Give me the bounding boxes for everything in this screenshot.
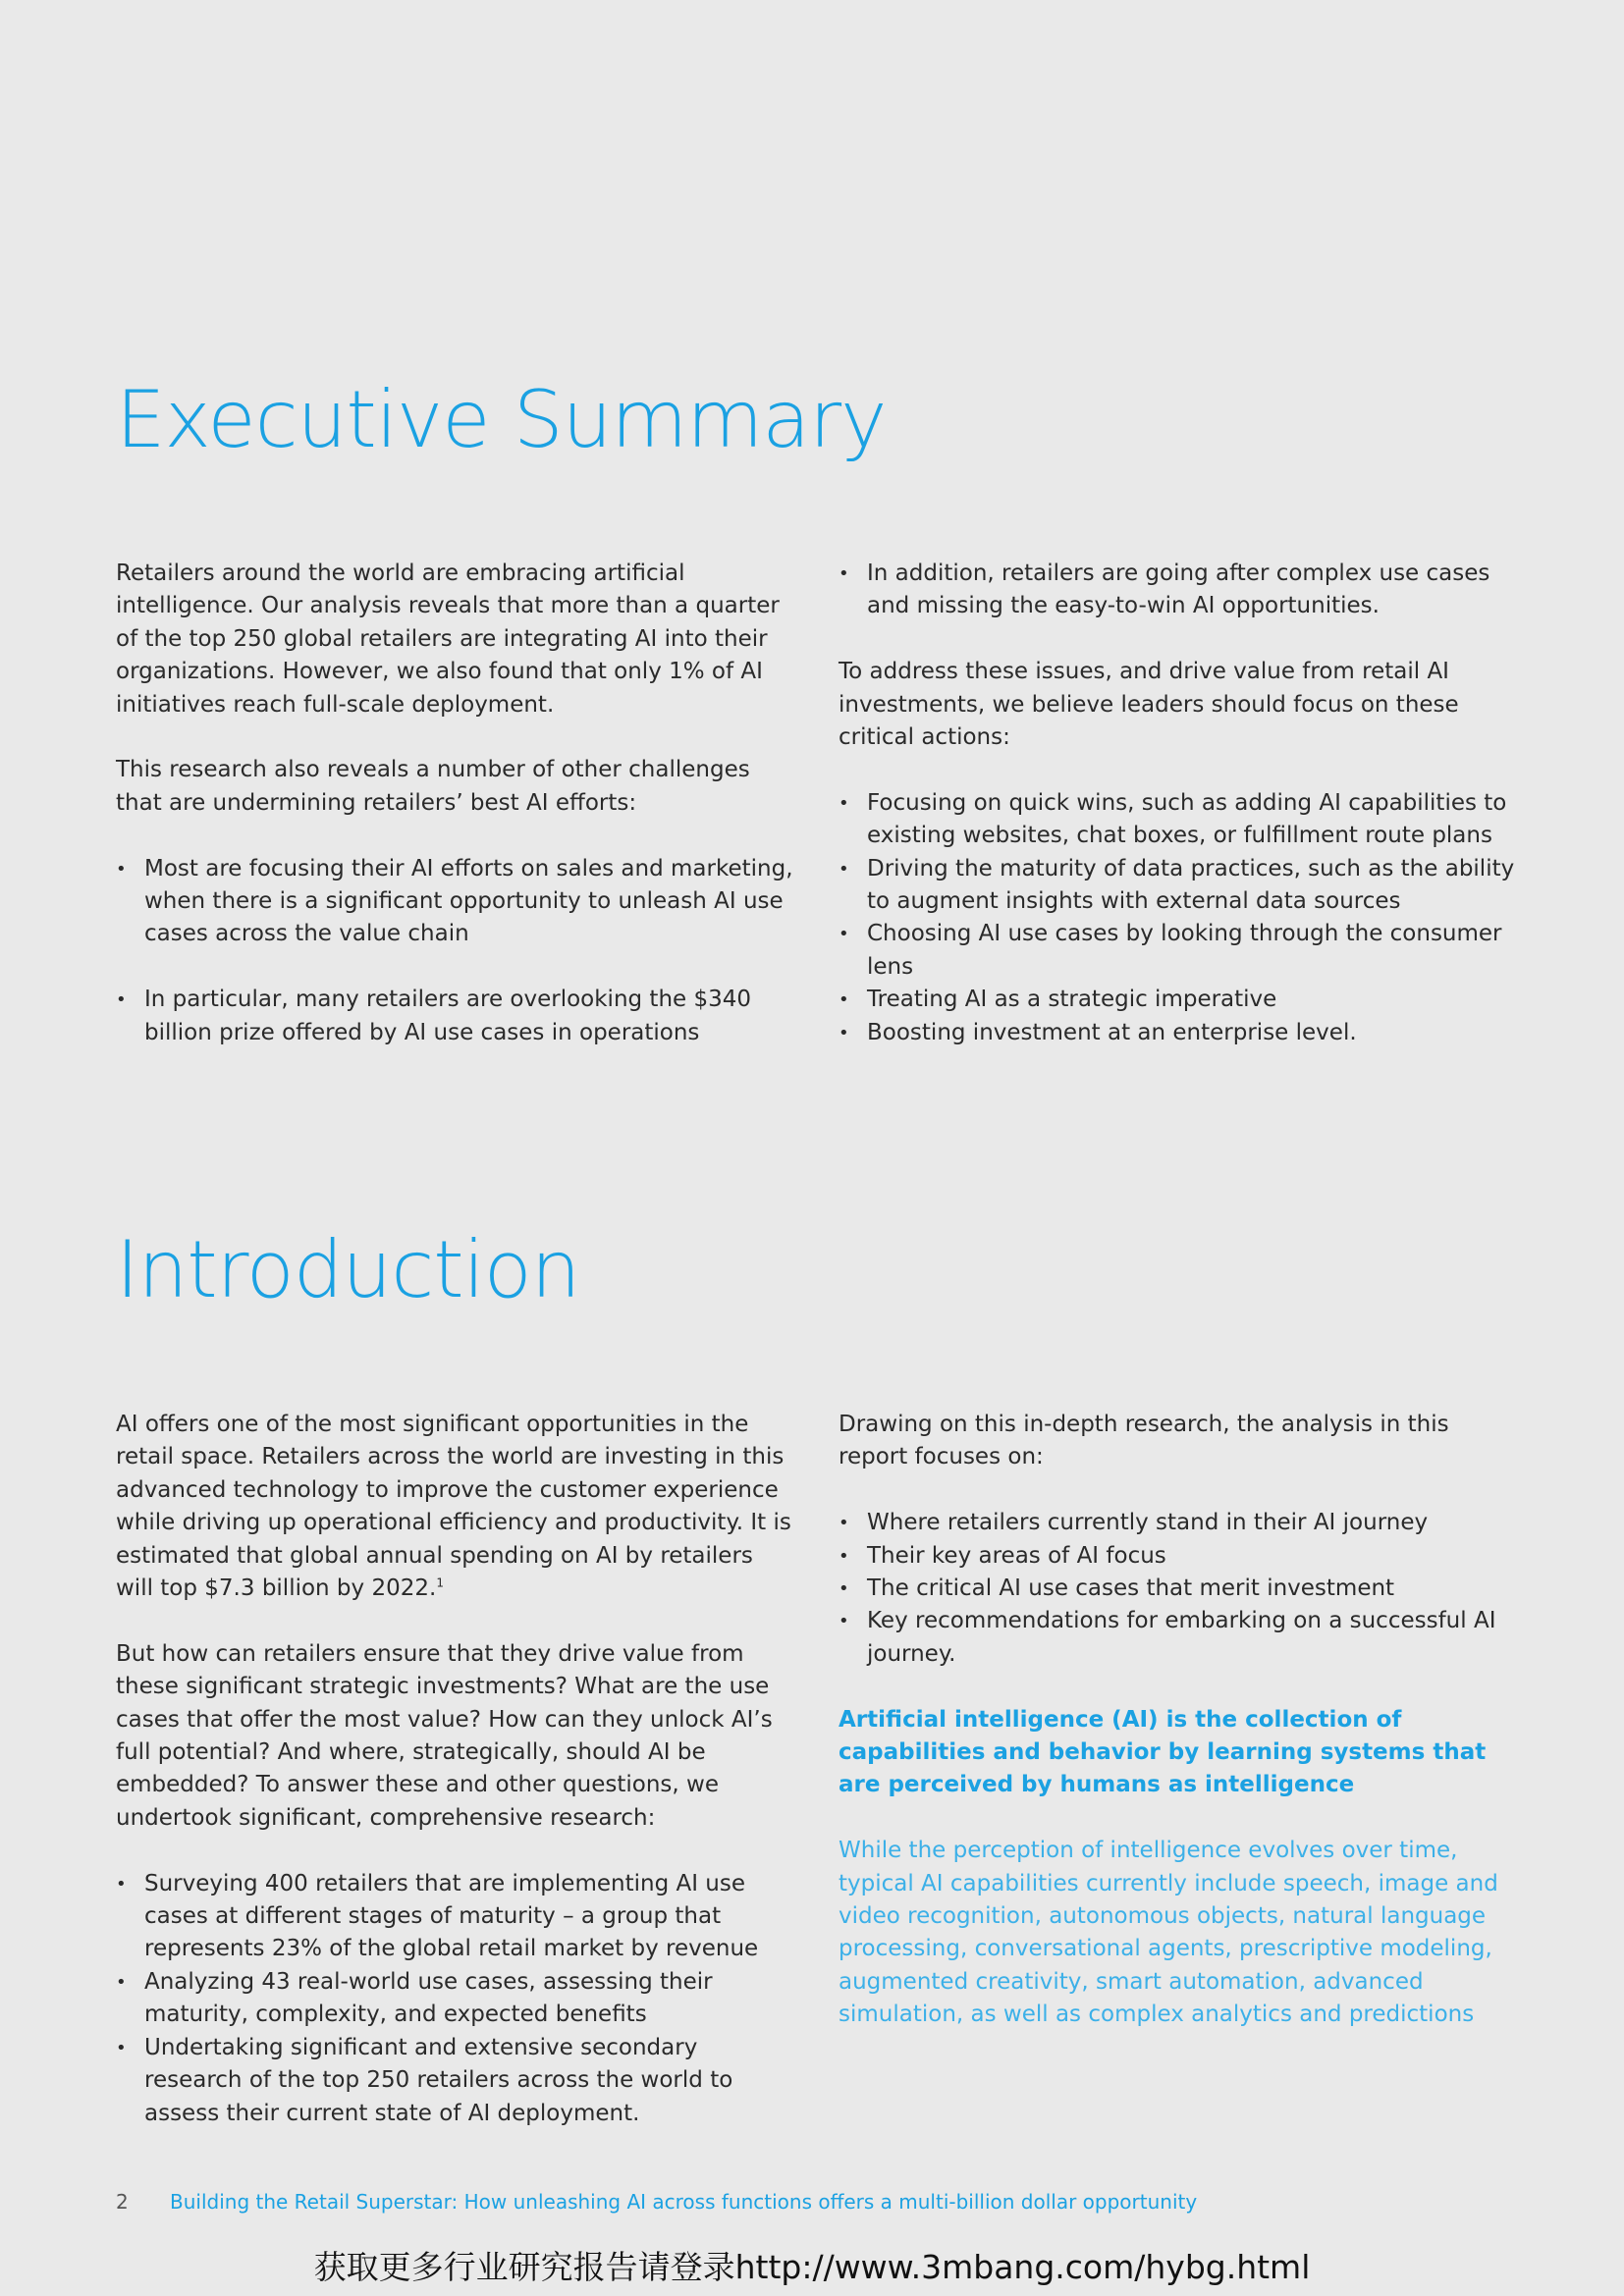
list-item: • Surveying 400 retailers that are implementing AI use cases at different stages of maturity – a group that represents 23% of the global retail market by revenue xyxy=(116,1868,793,1966)
document-title: Building the Retail Superstar: How unleashing AI across functions offers a multi-billion dollar opportunity xyxy=(170,2190,1198,2214)
list-item: • Where retailers currently stand in their AI journey xyxy=(839,1507,1516,1539)
list-item: • The critical AI use cases that merit investment xyxy=(839,1573,1516,1605)
challenges-list-continued xyxy=(839,558,1516,623)
executive-summary-right-column xyxy=(839,558,1516,1082)
list-item: • Choosing AI use cases by looking through the consumer lens xyxy=(839,918,1516,984)
list-item: • Analyzing 43 real-world use cases, assessing their maturity, complexity, and expected benefits xyxy=(116,1966,793,2032)
introduction-heading: Introduction xyxy=(116,1224,580,1315)
paragraph: To address these issues, and drive value from retail AI investments, we believe leaders should focus on these critical actions: xyxy=(839,659,1459,751)
page-number: 2 xyxy=(116,2190,129,2214)
footnote-marker: 1 xyxy=(436,1575,444,1590)
paragraph: Drawing on this in-depth research, the analysis in this report focuses on: xyxy=(839,1412,1449,1470)
watermark-text: 获取更多行业研究报告请登录http://www.3mbang.com/hybg.html xyxy=(313,2248,1311,2286)
list-item: • Treating AI as a strategic imperative xyxy=(839,984,1516,1016)
ai-definition-callout-body: While the perception of intelligence evolves over time, typical AI capabilities currently include speech, image and video recognition, autonomous objects, natural language processing, conversational agents, prescriptive modeling, augmented creativity, smart automation, advanced simulation, as well as complex analytics and predictions xyxy=(839,1838,1498,2028)
list-item: • In particular, many retailers are overlooking the $340 billion prize offered by AI use cases in operations xyxy=(116,984,793,1049)
actions-list xyxy=(839,787,1516,1049)
list-item: • Boosting investment at an enterprise level. xyxy=(839,1017,1516,1049)
paragraph: This research also reveals a number of other challenges that are undermining retailers’ best AI efforts: xyxy=(116,757,750,816)
executive-summary-left-column xyxy=(116,558,793,1082)
focus-list xyxy=(839,1507,1516,1671)
list-item: • In addition, retailers are going after complex use cases and missing the easy-to-win AI opportunities. xyxy=(839,558,1516,623)
paragraph-text: AI offers one of the most significant opportunities in the retail space. Retailers across the world are investing in this advanced technology to improve the customer experience while driving up operational efficiency and productivity. It is estimated that global annual spending on AI by retailers will top $7.3 billion by 2022. xyxy=(116,1412,791,1602)
list-item: • Their key areas of AI focus xyxy=(839,1540,1516,1573)
list-item: • Focusing on quick wins, such as adding AI capabilities to existing websites, chat boxes, or fulfillment route plans xyxy=(839,787,1516,853)
list-item: • Driving the maturity of data practices, such as the ability to augment insights with external data sources xyxy=(839,853,1516,919)
paragraph: But how can retailers ensure that they drive value from these significant strategic investments? What are the use cases that offer the most value? How can they unlock AI’s full potential? And where, strategically, should AI be embedded? To answer these and other questions, we undertook significant, comprehensive research: xyxy=(116,1640,773,1831)
list-item: • Key recommendations for embarking on a successful AI journey. xyxy=(839,1605,1516,1671)
challenges-list xyxy=(116,853,793,1049)
paragraph xyxy=(116,1409,793,1605)
paragraph: Retailers around the world are embracing artificial intelligence. Our analysis reveals that more than a quarter of the top 250 global retailers are integrating AI into their organizations. However, we also found that only 1% of AI initiatives reach full-scale deployment. xyxy=(116,561,780,718)
list-item: • Most are focusing their AI efforts on sales and marketing, when there is a significant opportunity to unleash AI use cases across the value chain xyxy=(116,853,793,951)
executive-summary-heading: Executive Summary xyxy=(116,374,887,465)
list-item: • Undertaking significant and extensive secondary research of the top 250 retailers across the world to assess their current state of AI deployment. xyxy=(116,2032,793,2130)
research-list xyxy=(116,1868,793,2130)
ai-definition-callout-title: Artificial intelligence (AI) is the collection of capabilities and behavior by learning systems that are perceived by humans as intelligence xyxy=(839,1706,1487,1798)
introduction-left-column xyxy=(116,1409,793,2163)
page-footer xyxy=(116,2189,1197,2215)
introduction-right-column xyxy=(839,1409,1516,2064)
